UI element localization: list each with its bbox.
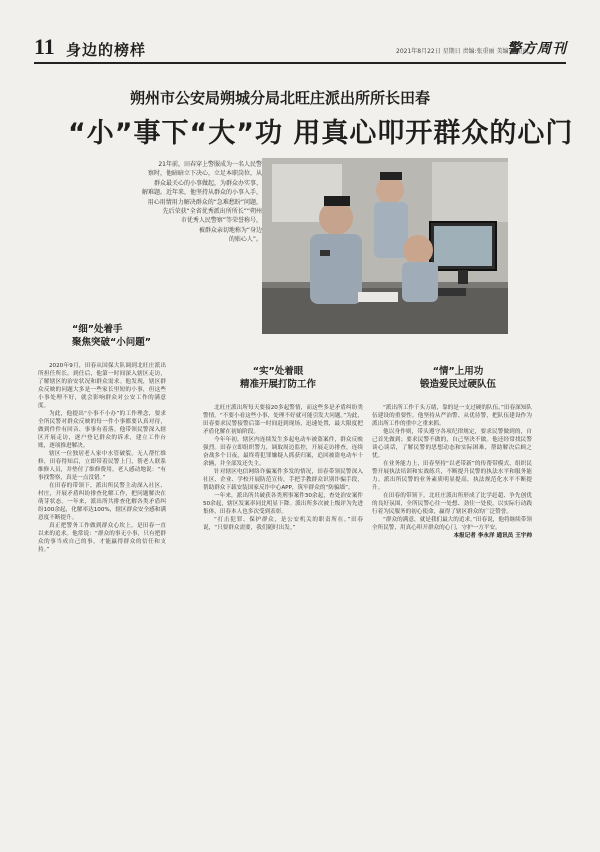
section-title: 身边的榜样 [66,41,147,59]
lead-line: 市优秀人民警察”等荣誉称号， [180,217,262,225]
lead-line: 群众最关心的小事做起，为群众办实事、 [153,179,262,187]
article-photo [262,158,508,334]
column-1: 2020年9月，田春从国保大队调到北旺庄派出所担任所长。到任后，他第一时间深入辖区走访，了解辖区的治安状况和群众需求。他发现，辖区群众反映的问题大多是一些家长里短的小事，但这些小事处理不好，就会影响群众对公安工作的满意度。 为此，他提出“小事不小办”的工作理念，要求全所民警对群众反映的每一件小事都要认真对待，做到件件有回音、事事有着落。他带领民警深入辖区开展走访，逐户登记群众的诉求，建立工作台账，逐项推进解决。 辖区一位独居老人家中水管破裂，无人帮忙维修，田春得知后，立即带着民警上门，帮老人联系维修人员，并垫付了维修费用。老人感动地说：“有事找警察，真是一点没错。” 在田春的带领下，派出所民警主动深入社区、村庄，开展矛盾纠纷排查化解工作，把问题解决在萌芽状态。一年来，派出所共排查化解各类矛盾纠纷100余起，化解率达100%，辖区群众安全感和满意度不断提升。 真正把警务工作做到群众心坎上，是田春一直以来的追求。他常说：“群众的事无小事，只有把群众的事当成自己的事，才能赢得群众的信任和支持。” [38,363,166,553]
article-kicker: 朔州市公安局朔城分局北旺庄派出所所长田春 [130,89,431,107]
page-number: 11 [34,34,55,59]
article-credit: 本报记者 李永洋 通讯员 王宇帅 [453,533,532,539]
issue-info: 2021年8月22日 星期日 责编:张重丽 美编:张重丽 [396,48,529,55]
page-header [0,34,600,62]
lead-line: 解难题。近年来，他坚持从群众的小事入手， [141,189,262,197]
lead-paragraph [34,160,262,310]
lead-line: 先后荣获“全省优秀派出所所长”“朔州 [162,208,262,216]
column-3: “派出所工作千头万绪，靠的是一支过硬的队伍。”田春深知队伍建设的重要性。他坚持从严治警、从优待警，把队伍建设作为派出所工作的重中之重来抓。 他以身作则，带头遵守各项纪律规定，要求民警做到的，自己首先做到；要求民警不做的，自己坚决不做。他还经常找民警谈心谈话，了解民警的思想动态和实际困难，帮助解决后顾之忧。 在业务能力上，田春坚持“以老带新”的传帮带模式，组织民警开展执法培训和实战练兵，不断提升民警的执法水平和服务能力。派出所民警的业务素质明显提高，执法规范化水平不断提升。 在田春的带领下，北旺庄派出所形成了比学赶超、争先创优的良好氛围，全所民警心往一处想、劲往一处使，以实际行动践行着为民服务的初心使命，赢得了辖区群众的广泛赞誉。 “群众的满意，就是我们最大的追求。”田春说，他将继续带领全所民警，用真心叩开群众的心门，守护一方平安。 本报记者 李永洋 通讯员 王宇帅 [372,405,532,539]
article-headline: “小”事下“大”功 用真心叩开群众的心门 [68,118,574,149]
lead-line: 用心用情用力解决群众的“急难愁盼”问题， [147,198,262,206]
section3-heading: “情”上用功 锻造爱民过硬队伍 [419,366,496,390]
column-2: 北旺庄派出所每天要接20多起警情，而这些多是矛盾纠纷类警情。“不要小看这些小事，处理不好就可能引发大问题。”为此，田春要求民警接警后第一时间赶到现场，迅速处置，最大限度把矛盾化解在初始阶段。 今年年初，辖区内连续发生多起电动车被盗案件，群众反映强烈。田春立即组织警力，调取周边监控，开展走访排查，连续奋战多个日夜，最终将犯罪嫌疑人抓获归案，追回被盗电动车十余辆，并全部发还失主。 针对辖区电信网络诈骗案件多发的情况，田春带领民警深入社区、企业、学校开展防范宣传，手把手教群众识别诈骗手段，帮助群众下载安装国家反诈中心APP，筑牢群众的“防骗墙”。 一年来，派出所共破获各类刑事案件30余起，查处治安案件50余起，辖区发案率同比明显下降。派出所多次被上级评为先进集体，田春本人也多次受到表彰。 “打击犯罪、保护群众，是公安机关的职责所在。”田春说，“只要群众需要，我们随时出发。” [203,405,363,531]
masthead: 警方周刊 [507,41,567,57]
lead-line: 21年前，田春穿上警服成为一名人民警 [158,161,262,168]
section1-heading: “细”处着手 聚焦突破“小问题” [72,324,151,348]
lead-line: 被群众亲切地称为“身边 [198,226,262,234]
header-rule [34,62,566,64]
lead-line: 察时，他暗暗立下决心，立足本职岗位，从 [147,170,262,178]
section2-heading: “实”处着眼 精准开展打防工作 [239,366,316,390]
lead-line: 的贴心人”。 [228,236,262,244]
